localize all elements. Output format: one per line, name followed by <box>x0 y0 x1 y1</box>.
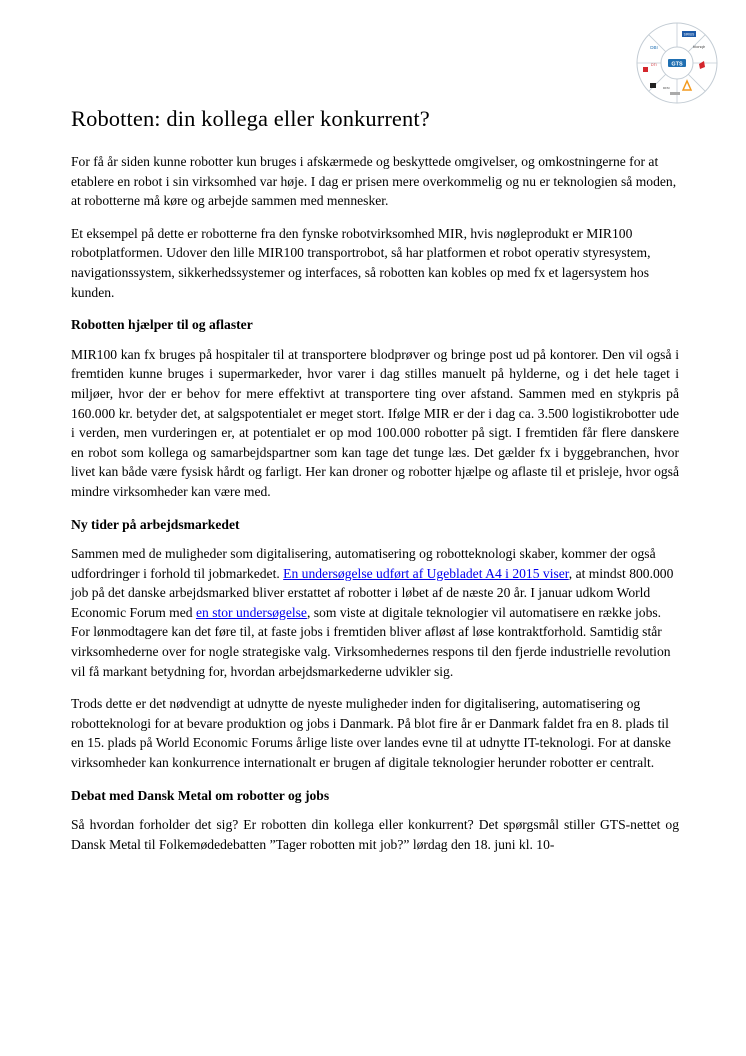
article-title: Robotten: din kollega eller konkurrent? <box>71 106 430 131</box>
gts-network-logo-wheel <box>636 22 718 104</box>
dbi-logo-label: DBI <box>650 45 658 50</box>
blonqlr-logo-label: blonqlr <box>692 44 706 49</box>
dfm-logo-label: DFM <box>663 86 670 90</box>
paragraph-mir-example: Et eksempel på dette er robotterne fra den fynske robotvirksomhed MIR, hvis nøgleprodukt er MIR100 robotplatformen. Udover den lille MIR100 transportrobot, så har platformen et robot operativ styresystem, navigationssystem, sikkerhedssystemer og interfaces, så robotten kan kobles op med fx et lagersystem hos kunden. <box>71 225 651 300</box>
section-heading-robot-helps: Robotten hjælper til og aflaster <box>71 317 253 333</box>
black-partner-logo <box>650 83 656 88</box>
paragraph-debate: Så hvordan forholder det sig? Er robotten din kollega eller konkurrent? Det spørgsmål stiller GTS-nettet og Dansk Metal til Folkemødedebatten ”Tager robotten mit job?” lørdag den 18. juni kl. 10- <box>71 817 679 852</box>
gts-center-label: GTS <box>671 61 683 68</box>
link-a4-survey[interactable]: En undersøgelse udført af Ugebladet A4 i 2015 viser <box>283 565 569 581</box>
paragraph-labor-market-text-a: Sammen med de muligheder som digitalisering, automatisering og robotteknologi skaber, kommer der også udfordringer i forhold til jobmarkedet. <box>71 546 656 581</box>
paragraph-labor-market <box>71 544 679 681</box>
dti-logo-mark <box>643 67 648 72</box>
section-heading-labor-market: Ny tider på arbejdsmarkedet <box>71 516 240 532</box>
paragraph-labor-market-text-b: , at mindst 800.000 job på det danske arbejdsmarked bliver erstattet af robotter i løbet af de næste 20 år. I januar udkom World Economic Forum med <box>71 565 674 620</box>
paragraph-digitalisation: Trods dette er det nødvendigt at udnytte de nyeste muligheder inden for digitalisering, automatisering og robotteknologi for at bevare produktion og jobs i Danmark. På blot fire år er Danmark faldet fra en 8. plads til en 15. plads på World Economic Forums årlige liste over landes evne til at udnytte IT-teknologi. For at danske virksomheder kan konkurrence internationalt er brugen af digitale teknologier herunder robotter er centralt. <box>71 696 671 771</box>
sirius-logo-label: SIRIUS <box>683 32 695 37</box>
dti-logo-label: DTI <box>651 63 657 67</box>
section-heading-debate: Debat med Dansk Metal om robotter og jobs <box>71 787 330 803</box>
paragraph-intro: For få år siden kunne robotter kun bruges i afskærmede og beskyttede omgivelser, og omkostningerne for at etablere en robot i sin virksomhed var høje. I dag er prisen mere overkommelig og nu er teknologien så moden, at robotterne må køre og arbejde sammen med mennesker. <box>71 154 677 209</box>
paragraph-labor-market-text-c: , som viste at digitale teknologier vil automatisere en række jobs. For lønmodtagere kan det føre til, at faste jobs i fremtiden bliver afløst af løse kontraktforhold. Samtidig står virksomhederne over for nogle strategiske valg. Virksomhedernes respons til den fjerde industrielle revolution vil få markant betydning for, hvordan arbejdsmarkederne udvikler sig. <box>71 604 671 679</box>
link-wef-survey[interactable]: en stor undersøgelse <box>195 604 307 620</box>
paragraph-mir100-use: MIR100 kan fx bruges på hospitaler til at transportere blodprøver og bringe post ud på kontorer. Den vil også i fremtiden kunne bruges i supermarkeder, hvor varer i dag stilles manuelt på hylderne, og i det hele taget i miljøer, hvor der er behov for mere effektivt at transportere ting over afstand. Sammen med en stykpris på 160.000 kr. betyder det, at salgspotentialet er meget stort. Ifølge MIR er der i dag ca. 3.500 logistikrobotter ude i verden, men vurderingen er, at potentialet er op mod 100.000 robotter på sigt. I fremtiden får flere danskere en robot som kollega og samarbejdspartner som kan tage det tunge læs. Det gælder fx i byggebranchen, hvor livet kan både være fysisk hårdt og farligt. Her kan droner og robotter hjælpe og aflaste til et prisleje, hvor også mindre virksomheder kan være med. <box>71 346 679 499</box>
grey-partner-logo <box>670 92 680 95</box>
article <box>71 104 679 867</box>
